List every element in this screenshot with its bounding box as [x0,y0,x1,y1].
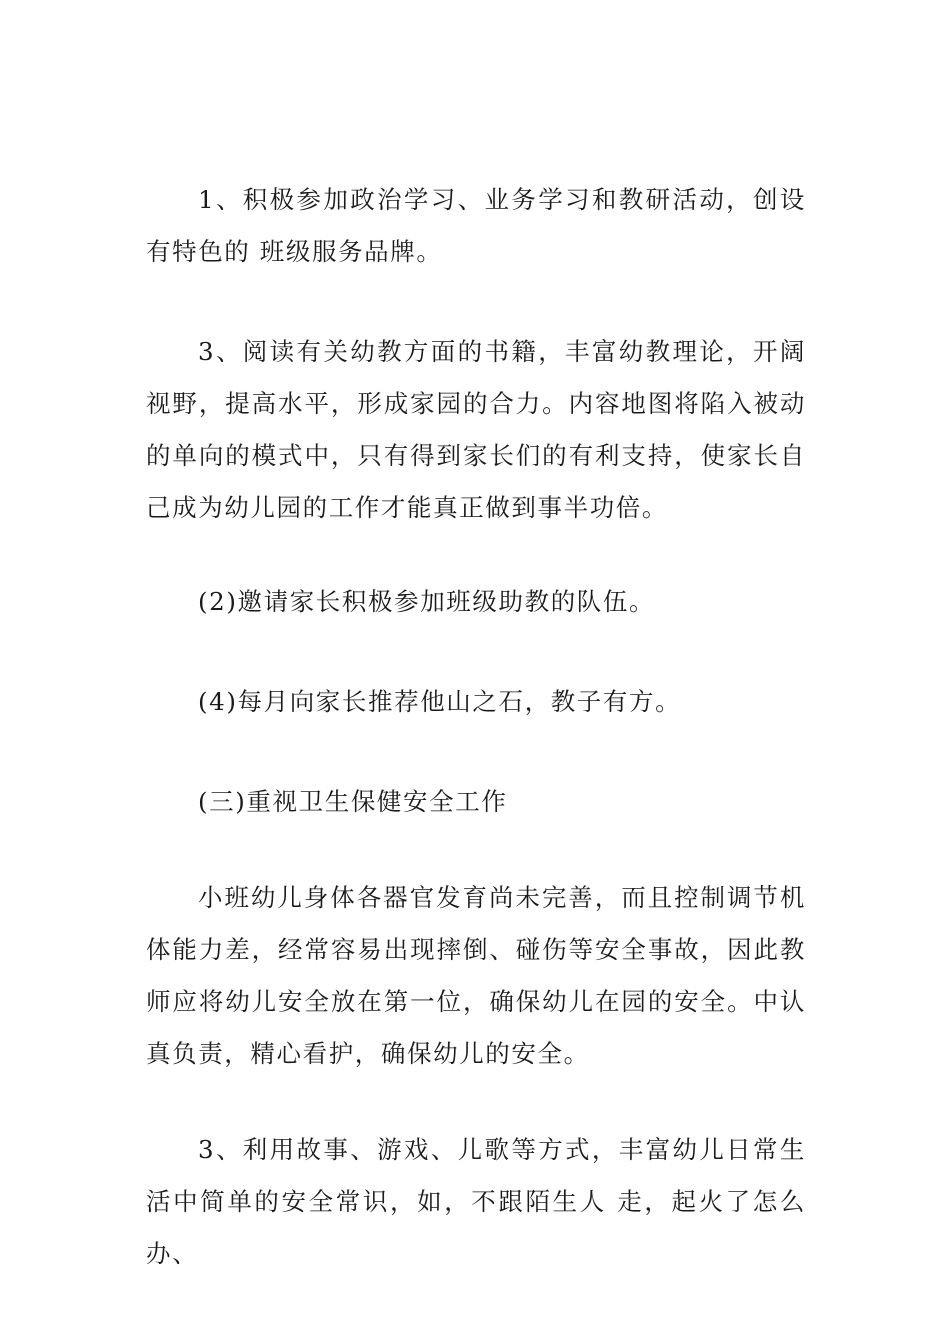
paragraph-safety-knowledge: 3、利用故事、游戏、儿歌等方式，丰富幼儿日常生活中简单的安全常识，如，不跟陌生人 走，起火了怎么办、 [146,1135,806,1268]
paragraph-reading-books: 3、阅读有关幼教方面的书籍，丰富幼教理论，开阔视野，提高水平，形成家园的合力。内容地图将陷入被动的单向的模式中，只有得到家长们的有利支持，使家长自己成为幼儿园的工作才能真正做到事半功倍。 [146,337,806,522]
paragraph-monthly-recommend: (4)每月向家长推荐他山之石，教子有方。 [198,687,682,716]
paragraph-child-safety: 小班幼儿身体各器官发育尚未完善，而且控制调节机体能力差，经常容易出现摔倒、碰伤等安全事故，因此教师应将幼儿安全放在第一位，确保幼儿在园的安全。中认真负责，精心看护，确保幼儿的安全。 [146,883,806,1068]
section-heading-health-safety: (三)重视卫生保健安全工作 [198,787,508,816]
paragraph-political-study: 1、积极参加政治学习、业务学习和教研活动，创设有特色的 班级服务品牌。 [146,185,806,266]
paragraph-invite-parents: (2)邀请家长积极参加班级助教的队伍。 [198,587,656,616]
